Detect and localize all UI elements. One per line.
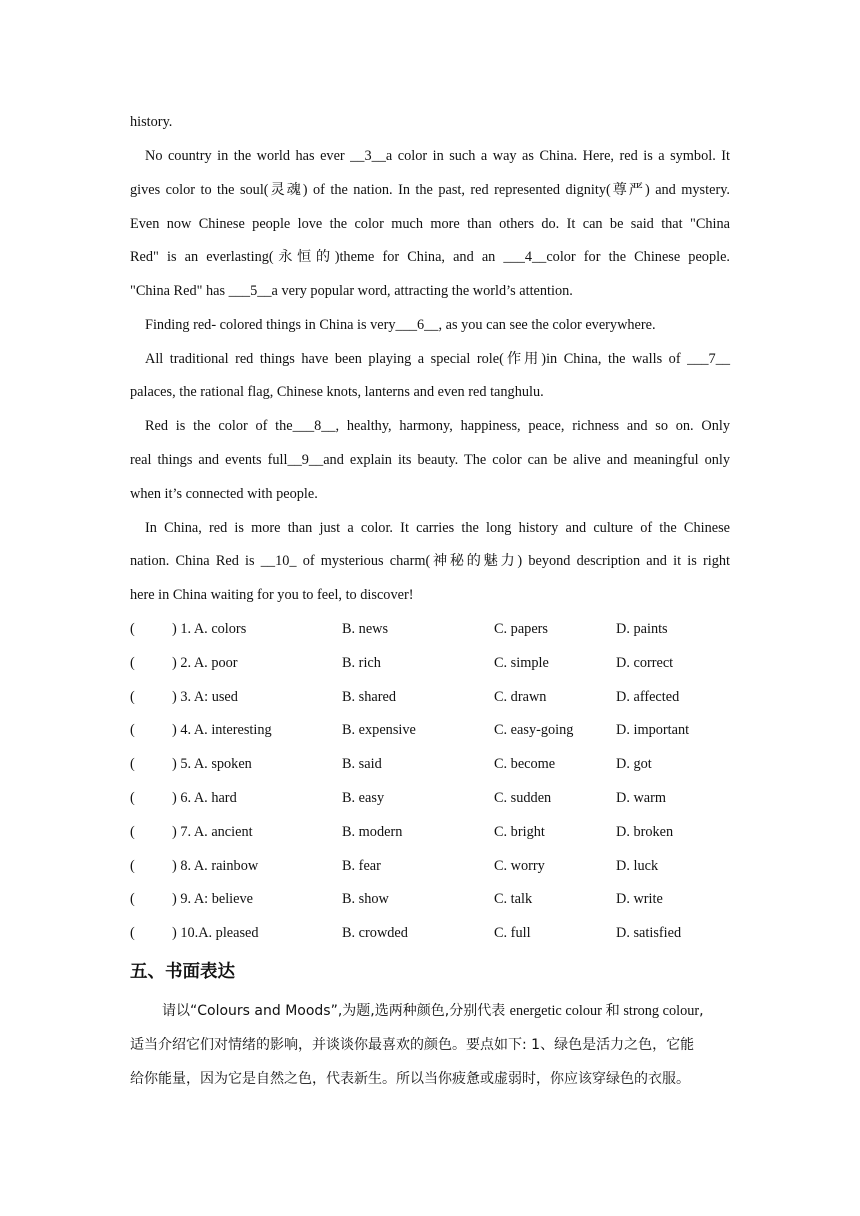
answer-blank-paren: ( (130, 756, 135, 772)
passage-line: here in China waiting for you to feel, to discover! (130, 587, 414, 603)
passage-line: palaces, the rational flag, Chinese knots, lanterns and even red tanghulu. (130, 384, 544, 400)
option-a: ) 5. A. spoken (172, 756, 252, 772)
option-a: ) 7. A. ancient (172, 824, 253, 840)
option-d: D. broken (616, 824, 674, 840)
passage-line: nation. China Red is __10_ of mysterious charm(神秘的魅力) beyond description and it is right (130, 553, 730, 569)
option-c: C. easy-going (494, 722, 574, 738)
option-d: D. warm (616, 790, 667, 806)
option-d: D. satisfied (616, 925, 682, 941)
option-row (130, 687, 730, 707)
option-c: C. full (494, 925, 531, 941)
option-a: ) 4. A. interesting (172, 722, 272, 738)
option-row (130, 822, 730, 842)
option-row (130, 923, 730, 943)
answer-blank-paren: ( (130, 655, 135, 671)
passage-line: Finding red- colored things in China is very___6__, as you can see the color everywhere. (145, 317, 656, 333)
passage-line: gives color to the soul(灵魂) of the nation. In the past, red represented dignity(尊严) and mystery. (130, 182, 730, 198)
option-row (130, 889, 730, 909)
option-c: C. bright (494, 824, 545, 840)
writing-prompt-line: 给你能量，因为它是自然之色，代表新生。所以当你疲惫或虚弱时，你应该穿绿色的衣服。 (130, 1071, 690, 1087)
option-row (130, 856, 730, 876)
option-b: B. modern (342, 824, 403, 840)
option-b: B. easy (342, 790, 385, 806)
passage-line: real things and events full__9__and explain its beauty. The color can be alive and meaningful only (130, 452, 730, 468)
answer-blank-paren: ( (130, 858, 135, 874)
writing-prompt-comma: , (699, 1003, 704, 1019)
option-d: D. affected (616, 689, 680, 705)
passage-line: "China Red" has ___5__a very popular word, attracting the world’s attention. (130, 283, 573, 299)
passage-line: history. (130, 114, 173, 130)
option-c: C. become (494, 756, 556, 772)
section-heading: 五、书面表达 (130, 962, 235, 982)
option-d: D. got (616, 756, 652, 772)
option-d: D. luck (616, 858, 659, 874)
option-a: ) 3. A: used (172, 689, 238, 705)
answer-blank-paren: ( (130, 689, 135, 705)
answer-blank-paren: ( (130, 891, 135, 907)
answer-blank-paren: ( (130, 621, 135, 637)
option-b: B. expensive (342, 722, 416, 738)
option-b: B. fear (342, 858, 381, 874)
option-c: C. sudden (494, 790, 552, 806)
option-row (130, 653, 730, 673)
passage-line: Red" is an everlasting(永恒的)theme for China, and an ___4__color for the Chinese people. (130, 249, 730, 265)
option-a: ) 1. A. colors (172, 621, 247, 637)
option-row (130, 619, 730, 639)
answer-blank-paren: ( (130, 790, 135, 806)
option-a: ) 6. A. hard (172, 790, 237, 806)
option-a: ) 8. A. rainbow (172, 858, 259, 874)
option-b: B. show (342, 891, 389, 907)
option-d: D. paints (616, 621, 668, 637)
passage-line: All traditional red things have been playing a special role(作用)in China, the walls of ___7__ (145, 351, 730, 367)
option-a: ) 10.A. pleased (172, 925, 259, 941)
option-c: C. simple (494, 655, 549, 671)
option-d: D. write (616, 891, 663, 907)
option-row (130, 754, 730, 774)
option-a: ) 9. A: believe (172, 891, 253, 907)
option-row (130, 788, 730, 808)
writing-prompt-text: 请以“Colours and Moods”,为题,选两种颜色,分别代表 (162, 1003, 510, 1019)
passage-line: Even now Chinese people love the color much more than others do. It can be said that "China (130, 216, 730, 232)
answer-blank-paren: ( (130, 925, 135, 941)
option-c: C. papers (494, 621, 548, 637)
option-b: B. crowded (342, 925, 408, 941)
passage-line: Red is the color of the___8__, healthy, harmony, happiness, peace, richness and so on. Only (145, 418, 730, 434)
option-b: B. said (342, 756, 382, 772)
option-a: ) 2. A. poor (172, 655, 238, 671)
writing-prompt-line: 适当介绍它们对情绪的影响，并谈谈你最喜欢的颜色。要点如下: 1、绿色是活力之色，它能 (130, 1037, 695, 1053)
option-c: C. drawn (494, 689, 547, 705)
option-c: C. talk (494, 891, 533, 907)
option-b: B. shared (342, 689, 396, 705)
option-row (130, 720, 730, 740)
option-b: B. news (342, 621, 389, 637)
option-c: C. worry (494, 858, 545, 874)
answer-blank-paren: ( (130, 824, 135, 840)
writing-prompt-english: energetic colour 和 strong colour (509, 1003, 700, 1019)
answer-blank-paren: ( (130, 722, 135, 738)
passage-line: No country in the world has ever __3__a color in such a way as China. Here, red is a symbol. It (145, 148, 730, 164)
option-b: B. rich (342, 655, 381, 671)
passage-line: In China, red is more than just a color. It carries the long history and culture of the Chinese (145, 520, 730, 536)
passage-line: when it’s connected with people. (130, 486, 318, 502)
writing-prompt-line (162, 1001, 730, 1021)
option-d: D. correct (616, 655, 674, 671)
option-d: D. important (616, 722, 690, 738)
